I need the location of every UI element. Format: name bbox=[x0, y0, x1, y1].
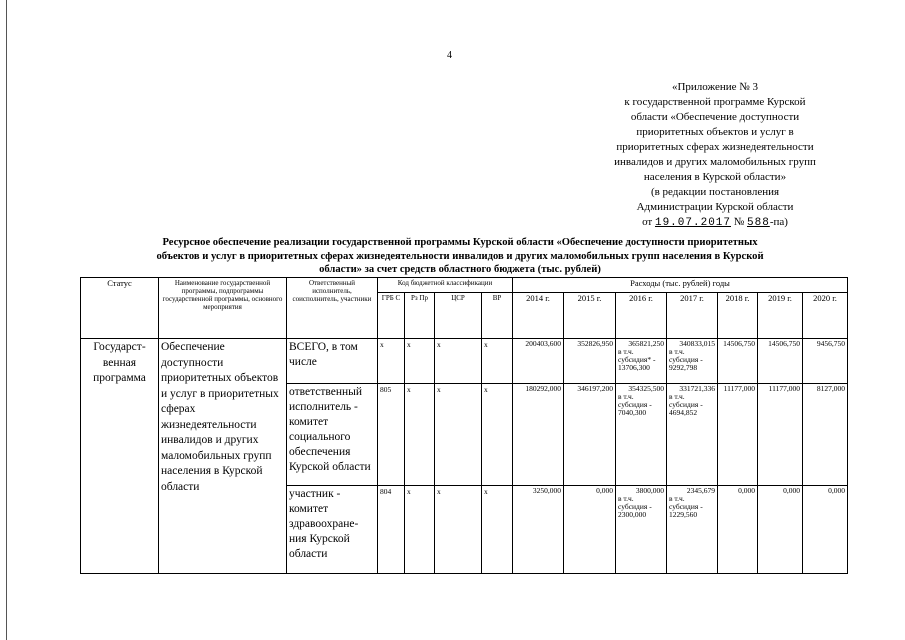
subsidy-note: в т.ч. субсидия* - 13706,300 bbox=[618, 347, 656, 372]
header-year: 2016 г. bbox=[616, 293, 667, 339]
value: 352826,950 bbox=[577, 339, 613, 348]
page-number: 4 bbox=[447, 50, 452, 61]
cell-2017 bbox=[667, 339, 718, 384]
cell-grbs: 804 bbox=[378, 486, 405, 574]
cell-2017 bbox=[667, 384, 718, 486]
value: 0,000 bbox=[828, 486, 845, 495]
header-year: 2017 г. bbox=[667, 293, 718, 339]
row-executor: ВСЕГО, в том числе bbox=[287, 339, 378, 384]
cell-grbs: 805 bbox=[378, 384, 405, 486]
value: 3250,000 bbox=[532, 486, 561, 495]
cell-vr: х bbox=[482, 486, 513, 574]
decree-reference bbox=[565, 215, 865, 231]
title-line: объектов и услуг в приоритетных сферах жизнедеятельности инвалидов и других маломобильных групп населения в Курской bbox=[156, 250, 764, 262]
cell-vr: х bbox=[482, 339, 513, 384]
decree-suffix: -па) bbox=[769, 216, 788, 228]
row-executor: ответственный исполнитель - комитет социального обеспечения Курской области bbox=[287, 384, 378, 486]
value: 0,000 bbox=[738, 486, 755, 495]
program-name: Обеспечение доступности приоритетных объектов и услуг в приоритетных сферах жизнедеятельности инвалидов и других маломобильных групп населения в Курской области bbox=[159, 339, 287, 574]
cell-2015 bbox=[564, 384, 616, 486]
header-executor: Ответственный исполнитель, соисполнитель, участники bbox=[287, 278, 378, 339]
appendix-line: «Приложение № 3 bbox=[671, 81, 759, 93]
cell-2018 bbox=[718, 384, 758, 486]
cell-2017 bbox=[667, 486, 718, 574]
value: 11177,000 bbox=[768, 384, 800, 393]
header-year: 2019 г. bbox=[758, 293, 803, 339]
appendix-line: (в редакции постановления bbox=[650, 186, 780, 198]
value: 11177,000 bbox=[723, 384, 755, 393]
subsidy-note: в т.ч. субсидия - 4694,852 bbox=[669, 392, 703, 417]
subsidy-note: в т.ч. субсидия - 2300,000 bbox=[618, 494, 652, 519]
cell-2014 bbox=[513, 339, 564, 384]
title-line: области» за счет средств областного бюджета (тыс. рублей) bbox=[319, 264, 601, 275]
appendix-line: приоритетных сферах жизнедеятельности bbox=[616, 141, 814, 153]
value: 9456,750 bbox=[816, 339, 845, 348]
appendix-line: населения в Курской области» bbox=[643, 171, 787, 183]
cell-csr: х bbox=[435, 339, 482, 384]
appendix-line: Администрации Курской области bbox=[636, 201, 794, 213]
cell-2015 bbox=[564, 339, 616, 384]
cell-rzpr: х bbox=[405, 486, 435, 574]
budget-table bbox=[80, 277, 848, 574]
cell-2018 bbox=[718, 339, 758, 384]
cell-2015 bbox=[564, 486, 616, 574]
cell-2019 bbox=[758, 486, 803, 574]
header-rzpr: Рз Пр bbox=[405, 293, 435, 339]
header-vr: ВР bbox=[482, 293, 513, 339]
cell-2016 bbox=[616, 486, 667, 574]
title-line: Ресурсное обеспечение реализации государственной программы Курской области «Обеспечение доступности приоритетных bbox=[162, 237, 758, 248]
header-year: 2015 г. bbox=[564, 293, 616, 339]
value: 340833,015 bbox=[679, 339, 715, 348]
appendix-line: приоритетных объектов и услуг в bbox=[636, 126, 794, 138]
value: 365821,250 bbox=[628, 339, 664, 348]
row-status: Государст-венная программа bbox=[81, 339, 159, 574]
appendix-line: области «Обеспечение доступности bbox=[630, 111, 800, 123]
appendix-header bbox=[565, 80, 865, 231]
header-expenses: Расходы (тыс. рублей) годы bbox=[513, 278, 848, 293]
decree-date: 19.07.2017 bbox=[654, 217, 731, 229]
appendix-line: к государственной программе Курской bbox=[624, 96, 806, 108]
value: 2345,679 bbox=[686, 486, 715, 495]
cell-rzpr: х bbox=[405, 384, 435, 486]
value: 14506,750 bbox=[768, 339, 800, 348]
header-budget-code: Код бюджетной классификации bbox=[378, 278, 513, 293]
subsidy-note: в т.ч. субсидия - 7040,300 bbox=[618, 392, 652, 417]
decree-from-prefix: от bbox=[642, 216, 653, 228]
cell-2019 bbox=[758, 384, 803, 486]
value: 180292,000 bbox=[525, 384, 561, 393]
decree-number: 588 bbox=[747, 217, 770, 229]
value: 346197,200 bbox=[577, 384, 613, 393]
cell-2020 bbox=[803, 384, 848, 486]
value: 331721,336 bbox=[679, 384, 715, 393]
cell-rzpr: х bbox=[405, 339, 435, 384]
value: 354325,500 bbox=[628, 384, 664, 393]
document-title bbox=[95, 236, 825, 277]
cell-csr: х bbox=[435, 384, 482, 486]
header-grbs: ГРБ С bbox=[378, 293, 405, 339]
header-status: Статус bbox=[81, 278, 159, 339]
cell-2019 bbox=[758, 339, 803, 384]
header-year: 2020 г. bbox=[803, 293, 848, 339]
subsidy-note: в т.ч. субсидия - 1229,560 bbox=[669, 494, 703, 519]
table-row bbox=[81, 339, 848, 384]
decree-number-prefix: № bbox=[733, 216, 745, 228]
cell-2020 bbox=[803, 486, 848, 574]
value: 0,000 bbox=[783, 486, 800, 495]
value: 0,000 bbox=[596, 486, 613, 495]
row-executor: участник - комитет здравоохране-ния Курской области bbox=[287, 486, 378, 574]
cell-2016 bbox=[616, 339, 667, 384]
header-csr: ЦСР bbox=[435, 293, 482, 339]
appendix-line: инвалидов и других маломобильных групп bbox=[614, 156, 816, 168]
subsidy-note: в т.ч. субсидия - 9292,798 bbox=[669, 347, 703, 372]
header-name: Наименование государственной программы, подпрограммы государственной программы, основного мероприятия bbox=[159, 278, 287, 339]
cell-2014 bbox=[513, 486, 564, 574]
value: 3800,000 bbox=[635, 486, 664, 495]
header-year: 2014 г. bbox=[513, 293, 564, 339]
cell-2014 bbox=[513, 384, 564, 486]
scan-edge-line bbox=[6, 0, 7, 640]
cell-grbs: х bbox=[378, 339, 405, 384]
value: 14506,750 bbox=[723, 339, 755, 348]
cell-2016 bbox=[616, 384, 667, 486]
cell-2020 bbox=[803, 339, 848, 384]
cell-2018 bbox=[718, 486, 758, 574]
cell-csr: х bbox=[435, 486, 482, 574]
value: 8127,000 bbox=[816, 384, 845, 393]
header-year: 2018 г. bbox=[718, 293, 758, 339]
cell-vr: х bbox=[482, 384, 513, 486]
value: 200403,600 bbox=[525, 339, 561, 348]
